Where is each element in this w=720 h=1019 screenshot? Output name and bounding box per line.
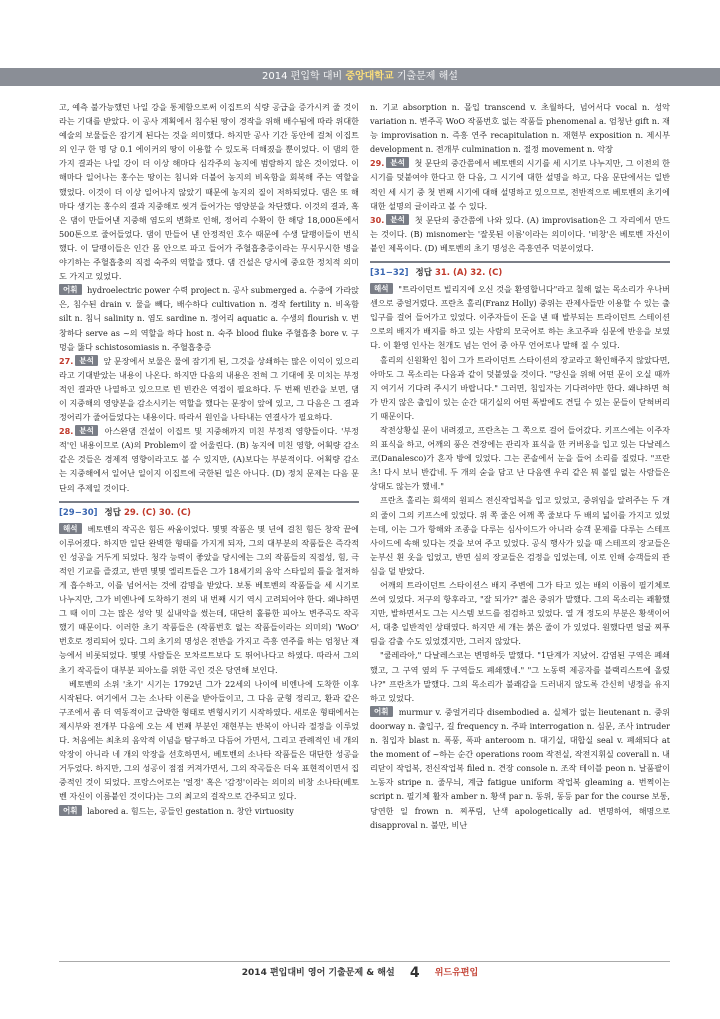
translation-paragraph-5: 어깨의 트라이던트 스타이션스 배지 주변에 그가 타고 있는 배의 이름이 필기체로 쓰여 있었다. 저구의 항후라고, "잘 되가?" 젊은 중위가 말했다. 그의 목소리는 쾌활했지만, 발하면서도 그는 시스템 보드를 점검하고 있었다. 열 개 정도의 부분은 황색이어서, 대충 일반적인 상태였다. 하지만 세 개는 붉은 줄이 가 있었다. 원했다면 얼굴 찌푸림을 감출 수도 있었겠지만, 그러지 않았다. (370, 580, 670, 647)
section-header-31-32 (370, 261, 670, 280)
analysis-text: 앞 문장에서 보물은 물에 잠기게 된, 그것을 상쇄하는 많은 이익이 있으리라고 기대받았는 내용이 나온다. 하지만 다음의 내용은 전혀 그 기대에 못 미치는 부정적인 결과만 나열하고 있으므로 빈 빈칸은 역접이 필요하다. 두 번째 빈칸을 보면, 댐이 지중해의 영양분을 감소시키는 역할을 했다는 문장이 앞에 있고, 그 다음은 그 결과 정어리가 줄어들었다는 내용이다. 따라서 원인을 나타내는 연결사가 필요하다. (59, 355, 359, 423)
header-school: 중앙대학교 (345, 71, 394, 82)
translation-paragraph-6: "쿨레라아," 다날레스코는 변명하듯 말했다. "1단계가 지났어. 감염된 구역은 폐쇄했고, 그 구역 옆의 두 구역들도 폐쇄했네." "그 노동력 제공자를 블랙리스트에 올렸나?" 프란츠가 말했다. 그의 목소리가 불쾌감을 드러내지 않도록 간신히 냉정을 유지하고 있었다. (370, 650, 670, 703)
section-range: [29−30] (59, 507, 98, 518)
answer-label: 정답 (104, 507, 121, 518)
vocab-block-3 (370, 705, 670, 832)
translation-block (370, 282, 670, 352)
analysis-q30 (370, 213, 670, 255)
translation-paragraph-3: 작전상황실 문이 내려졌고, 프란츠는 그 쪽으로 걸어 들어갔다. 키프스에는 이주자의 표식을 하고, 어깨의 풍은 견장에는 관리자 표식을 한 커버옹을 입고 있는 다날레스코(Danalesco)가 혼자 방에 있었다. 그는 콘솔에서 눈을 들어 소리를 질렀다. "프란츠! 다시 보니 반갑네. 두 개의 숟을 담고 난 다음엔 우리 같은 뭐 볼일 없는 사람들은 상대도 않는가 했네." (370, 424, 670, 492)
footer-publisher: 위드유편입 (434, 968, 479, 978)
analysis-q27 (59, 354, 359, 424)
translation-block (59, 522, 359, 677)
analysis-tag: 분석 (386, 214, 409, 225)
page-footer (0, 965, 720, 981)
analysis-text: 첫 문단의 중간쯤에 나와 있다. (A) improvisation은 그 자리에서 만드는 것이다. (B) misnomer는 '잘못된 이름'이라는 의미이다. '비창'은 베토벤 자신이 붙인 제목이다. (D) 베토벤의 초기 명성은 즉흥연주 덕분이었다. (370, 214, 670, 253)
vocab-text: hydroelectric power 수력 project n. 공사 submerged a. 수중에 가라앉은, 침수된 drain v. 물을 빼다, 배수하다 cultivation n. 경작 fertility n. 비옥함 silt n. 침니 salinity n. 염도 sardine n. 정어리 aquatic a. 수생의 flourish v. 번창하다 serve as ~의 역할을 하다 host n. 숙주 blood fluke 주혈흡충 bore v. 구멍을 뚫다 schistosomiasis n. 주혈흡충증 (59, 285, 359, 352)
question-number: 28. (59, 426, 74, 437)
translation-paragraph-4: 프란츠 홀리는 회색의 원피스 전신작업복을 입고 있었고, 중위임을 알려주는 두 개의 줄이 그의 키프스에 있었다. 위 쪽 줄은 어깨 쪽 줄보다 두 배의 넓이를 가지고 있었는데, 이는 그가 항해와 조종을 다루는 심사이드가 아니라 승객 문제를 다루는 스테프 사이드에 속해 있다는 것을 보여 주고 있었다. 공식 행사가 있을 때 스테프의 장교들은 눈부신 흰 옷을 입었고, 반면 심의 장교들은 검정을 입었는데, 이로 인해 승객들의 관심을 덜 받았다. (370, 495, 670, 576)
page-number: 4 (409, 965, 420, 981)
analysis-tag: 분석 (386, 157, 409, 168)
analysis-q28 (59, 424, 359, 494)
analysis-tag: 분석 (75, 355, 98, 366)
analysis-tag: 분석 (75, 425, 98, 436)
translation-tag: 해석 (370, 283, 393, 294)
translation-tag: 해석 (59, 523, 82, 534)
vocab-text: murmur v. 중얼거리다 disembodied a. 실체가 없는 lieutenant n. 중위 doorway n. 출입구, 길 frequency n. 주파 interrogation n. 심문, 조사 intruder n. 침입자 blast n. 폭풍, 폭파 anteroom n. 대기실, 대합실 seal v. 폐쇄되다 at the moment of ~하는 순간 operations room 작전실, 작전지휘실 coverall n. 내리닫이 작업복, 전신작업복 filed n. 견장 console n. 조작 테이블 peon n. 날품팔이 노동자 stripe n. 줄무늬, 계급 fatigue uniform 작업복 gleaming a. 번쩍이는 script n. 필기체 활자 amber n. 황색 par n. 동위, 동등 par for the course 보통, 당연한 일 frown n. 찌푸림, 난색 apologetically ad. 변명하여, 해명으로 disapproval n. 불만, 비난 (370, 706, 670, 830)
page-header (0, 68, 720, 86)
analysis-q29 (370, 156, 670, 212)
vocab-tag: 어휘 (370, 706, 393, 717)
header-title-pre: 2014 편입학 대비 (262, 71, 346, 82)
question-number: 27. (59, 355, 74, 366)
right-column (370, 100, 670, 832)
section-range: [31−32] (370, 268, 409, 279)
translation-text: 베토벤의 작곡은 힘든 싸움이었다. 몇몇 작품은 몇 년에 걸친 힘든 창작 끝에 이루어졌다. 하지만 일단 완벽한 형태를 가지게 되자, 그의 대부분의 작품들은 즉각적인 성공을 거두게 되었다. 청각 능력이 좋았을 당시에는 그의 작품들의 직접성, 힘, 극적인 기교를 즐겼고, 반면 몇몇 엘리트들은 그가 18세기의 음악 스타일의 틀을 철저하게 흡수하고, 이를 넘어서는 것에 감명을 받았다. 보통 베토벤의 작품들을 세 시기로 나누지만, 그가 비엔나에 도착하기 전의 내 번째 시기 역시 고려되어야 한다. 왜냐하면 그 때 이미 그는 많은 성악 및 실내악을 썼는데, 대단히 훌륭한 피아노 변주곡도 작곡했기 때문이다. 이러한 초기 작품들은 (작품번호 없는 작품들이라는 의미의) 'WoO' 번호로 정리되어 있다. 그의 초기의 명성은 전반을 가지고 즉흥 연주를 하는 엄청난 재능에서 비롯되었다. 몇몇 사람들은 모차르트보다 도 뛰어나다고 하였다. 따라서 그의 초기 작곡들이 대부분 피아노를 위한 곡인 것은 당연해 보인다. (59, 523, 359, 675)
answer-values: 31. (A) 32. (C) (434, 268, 503, 279)
vocab-text: labored a. 힘드는, 공들인 gestation n. 창안 virtuosity (84, 805, 294, 816)
footer-divider (59, 961, 670, 962)
footer-book-title: 2014 편입대비 영어 기출문제 & 해설 (241, 968, 395, 978)
translation-text: "트라이던트 빌리지에 오신 것을 환영합니다"라고 칠해 없는 목소리가 우나버센으로 중얼거렸다. 프란츠 홀리(Franz Holly) 중위는 관제사들만 이용할 수 있는 출입구를 걸어 들어가고 있었다. 이주자들이 돈을 낸 때 발부되는 트라이던트 스테이션으로의 배지가 배지를 하고 있는 사람의 모국어로 하는 초고주파 심문에 반응을 보였다. 이 환영 인사는 천개도 넘는 언어 중 아무 언어로나 말해 질 수 있다. (370, 284, 670, 351)
answer-label: 정답 (415, 268, 432, 279)
analysis-text: 첫 문단의 중간쯤에서 베토벤의 시기를 세 시기로 나누지만, 그 이전의 한 시기를 덧붙여야 한다고 한 다음, 그 시기에 대한 설명을 하고, 다음 문단에서는 일반적인 세 시기 중 첫 번째 시기에 대해 설명하고 있으므로, 전반적으로 베토벤의 초기에 대한 설명의 글이라고 볼 수 있다. (370, 158, 670, 211)
passage-translation-continued: 고, 예측 불가능했던 나일 강을 통제함으로써 이집트의 식량 공급을 증가시켜 줄 것이라는 기대를 받았다. 이 공사 계획에서 침수된 땅이 경작을 위해 배수됨에 따라 위대한 예술의 보물들은 잠기게 된다는 것을 의미했다. 하지만 공사 기간 동안에 걸쳐 이집트의 인구 한 명 당 0.1 에이커의 땅이 이용할 수 있도록 더해졌을 뿐이었다. 이 댐의 한 가지 결과는 나일 강이 더 이상 해마다 심각주의 농지에 범람하지 않은 것이었다. 이 해마다 일어나는 홍수는 땅이는 침니와 더불어 농지의 비옥함을 회복해 주는 역할을 했었다. 이것이 더 이상 일어나지 않았기 때문에 농지의 질이 저하되었다. 댐은 또 해마다 생기는 홍수의 결과 지중해로 씻겨 들어가는 영양분을 차단했다. 이것의 결과, 혹은 댐이 만들어낸 지중해 염도의 변화로 인해, 정어리 수확이 한 해당 18,000톤에서 500톤으로 줄어들었다. 댐이 만들어 낸 안정적인 호수 때문에 수생 달팽이들이 번식했다. 이 달팽이들은 인간 몸 안으로 파고 들어가 주혈흡충증이라는 무시무시한 병을 야기하는 주혈흡충의 직접 숙주의 역할을 했다. 댐 건설은 당시에 중요한 정치적 의미도 가지고 있었다. (59, 102, 359, 282)
answer-values: 29. (C) 30. (C) (123, 507, 191, 518)
translation-paragraph-2: 베토벤의 소위 '초기' 시기는 1792년 그가 22세의 나이에 비엔나에 도착한 이후 시작된다. 여기에서 그는 소나타 이론을 받아들이고, 그 다음 균형 정리고, 환과 같은 구조에서 좀 더 역동적이고 급박한 형태로 변형시키기 시작하였다. 새로운 형태에서는 제시부와 전개부 다음에 오는 세 번째 부분인 재현부는 반복이 아니라 절정을 이루었다. 처음에는 최초의 음악적 이념을 탐구하고 다듬어 가면서, 그리고 관례적인 네 개의 악장이 아니라 네 개의 악장을 선호하면서, 베토벤의 소나타 작품들은 대단한 성공을 거두었다. 하지만, 그의 성공이 점점 커져가면서, 그의 작곡들은 더욱 표현적이면서 집중적인 것이 되었다. 프랑스어로는 '얼정' 혹은 '감정'이라는 의미의 비창 소나타(베토벤 자신이 이름붙인 것이다)는 그의 최고의 걸작으로 간주되고 있다. (59, 678, 359, 802)
question-number: 30. (370, 214, 385, 225)
header-title-post: 기출문제 해설 (393, 71, 458, 82)
vocab-tag: 어휘 (59, 805, 82, 816)
vocab-tag: 어휘 (59, 284, 82, 295)
vocab-block-1 (59, 283, 359, 353)
translation-paragraph-2: 홀리의 신원확인 칩이 그가 트라이던트 스타이션의 장교라고 확인해주지 않았다면, 아마도 그 목소리는 다음과 같이 덧붙였을 것이다. "당신을 위해 어떤 문이 오실 때까지 여기서 기다려 주시기 바랍니다." 그러면, 침입자는 기다려야만 한다. 왜냐하면 혀가 반지 않은 출입이 있는 순간 대기실의 어떤 폭발에도 견딜 수 있는 문들이 닫혀버리기 때문이다. (370, 354, 670, 421)
vocab-block-2 (59, 804, 359, 818)
question-number: 29. (370, 158, 385, 169)
analysis-text: 아스완댐 건설이 이집트 및 지중해까지 미친 부정적 영향들이다. '부정적'인 내용이므로 (A)의 Problem이 잘 어울린다. (B) 농지에 미친 영향, 어획량 감소 같은 것들은 경제적 영향이라고도 볼 수 있지만, (A)보다는 부분적이다. 어획량 감소는 지중해에서 일어난 일이지 이집트에 국한된 일은 아니다. (D) 정치 문제는 다음 문단의 주제일 것이다. (59, 426, 359, 493)
left-column (59, 100, 359, 818)
vocab-block-continued: n. 기교 absorption n. 몰입 transcend v. 초월하다, 넘어서다 vocal n. 성악 variation n. 변주곡 WoO 작품번호 없는 작품들 phenomenal a. 엄청난 gift n. 재능 improvisation n. 즉흥 연주 recapitulation n. 재현부 exposition n. 제시부 development n. 전개부 culmination n. 절정 movement n. 악장 (370, 102, 670, 155)
section-header-29-30 (59, 501, 359, 520)
